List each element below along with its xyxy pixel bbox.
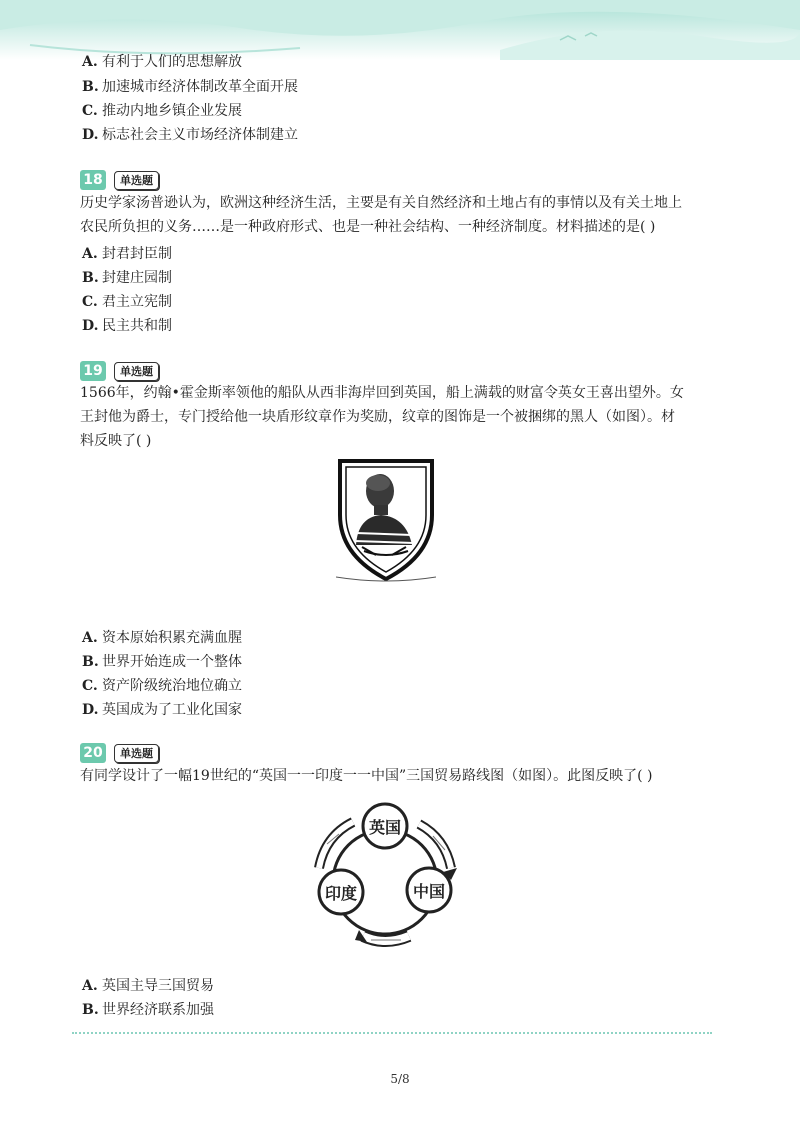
option-letter: C. <box>82 103 98 119</box>
stem-line: 王封他为爵士，专门授给他一块盾形纹章作为奖励，纹章的图饰是一个被捆绑的黑人（如图）。材 <box>80 409 675 425</box>
footer-divider <box>72 1032 712 1034</box>
trade-route-diagram <box>305 800 465 960</box>
question-type-tag: 单选题 <box>114 362 159 381</box>
stem-line: 历史学家汤普逊认为，欧洲这种经济生活，主要是有关自然经济和土地占有的事情以及有关土地上 <box>80 195 682 211</box>
option-letter: A. <box>82 978 98 994</box>
question-number-badge: 20 <box>80 743 106 763</box>
option-letter: C. <box>82 294 98 310</box>
stem-line: 农民所负担的义务……是一种政府形式、也是一种社会结构、一种经济制度。材料描述的是( ) <box>80 219 656 235</box>
option-text: 封建庄园制 <box>102 270 172 286</box>
option-letter: D. <box>82 702 99 718</box>
question-type-tag: 单选题 <box>114 744 159 763</box>
q18-stem <box>80 191 720 239</box>
option-text: 英国成为了工业化国家 <box>102 702 242 718</box>
q18-option-a <box>82 244 172 264</box>
option-letter: B. <box>82 270 99 286</box>
stem-line: 有同学设计了一幅19世纪的“英国一一印度一一中国”三国贸易路线图（如图）。此图反映了( ) <box>80 768 653 784</box>
question-number-badge: 19 <box>80 361 106 381</box>
option-text: 加速城市经济体制改革全面开展 <box>102 79 298 95</box>
q19-option-a <box>82 628 242 648</box>
q18-option-d <box>82 316 172 336</box>
coat-of-arms-figure <box>336 455 436 585</box>
option-text: 资本原始积累充满血腥 <box>102 630 242 646</box>
option-letter: B. <box>82 79 99 95</box>
option-letter: B. <box>82 654 99 670</box>
q17-option-d <box>82 125 298 145</box>
stem-line: 料反映了( ) <box>80 433 152 449</box>
q19-option-d <box>82 700 242 720</box>
q19-option-b <box>82 652 242 672</box>
q20-option-b <box>82 1000 214 1020</box>
option-text: 标志社会主义市场经济体制建立 <box>102 127 298 143</box>
option-text: 资产阶级统治地位确立 <box>102 678 242 694</box>
node-britain: 英国 <box>368 818 401 837</box>
option-text: 世界经济联系加强 <box>102 1002 214 1018</box>
option-text: 英国主导三国贸易 <box>102 978 214 994</box>
option-letter: A. <box>82 246 98 262</box>
q19-option-c <box>82 676 242 696</box>
page-number: 5/8 <box>390 1072 410 1086</box>
option-letter: A. <box>82 630 98 646</box>
option-letter: D. <box>82 318 99 334</box>
option-letter: D. <box>82 127 99 143</box>
shield-bound-man-image <box>336 455 436 585</box>
node-india: 印度 <box>324 884 357 903</box>
q18-option-b <box>82 268 172 288</box>
node-china: 中国 <box>412 882 445 901</box>
q20-option-a <box>82 976 214 996</box>
q19-stem <box>80 381 720 453</box>
option-letter: B. <box>82 1002 99 1018</box>
q17-option-c <box>82 101 242 121</box>
option-text: 君主立宪制 <box>102 294 172 310</box>
option-text: 推动内地乡镇企业发展 <box>102 103 242 119</box>
option-text: 有利于人们的思想解放 <box>102 54 242 70</box>
q17-option-a <box>82 52 242 72</box>
q17-option-b <box>82 77 298 97</box>
option-letter: A. <box>82 54 98 70</box>
q20-stem <box>80 764 720 788</box>
question-number-badge: 18 <box>80 170 106 190</box>
stem-line: 1566年，约翰•霍金斯率领他的船队从西非海岸回到英国，船上满载的财富令英女王喜出望外。女 <box>80 385 684 401</box>
option-text: 封君封臣制 <box>102 246 172 262</box>
option-text: 世界开始连成一个整体 <box>102 654 242 670</box>
q18-option-c <box>82 292 172 312</box>
option-letter: C. <box>82 678 98 694</box>
question-type-tag: 单选题 <box>114 171 159 190</box>
option-text: 民主共和制 <box>102 318 172 334</box>
